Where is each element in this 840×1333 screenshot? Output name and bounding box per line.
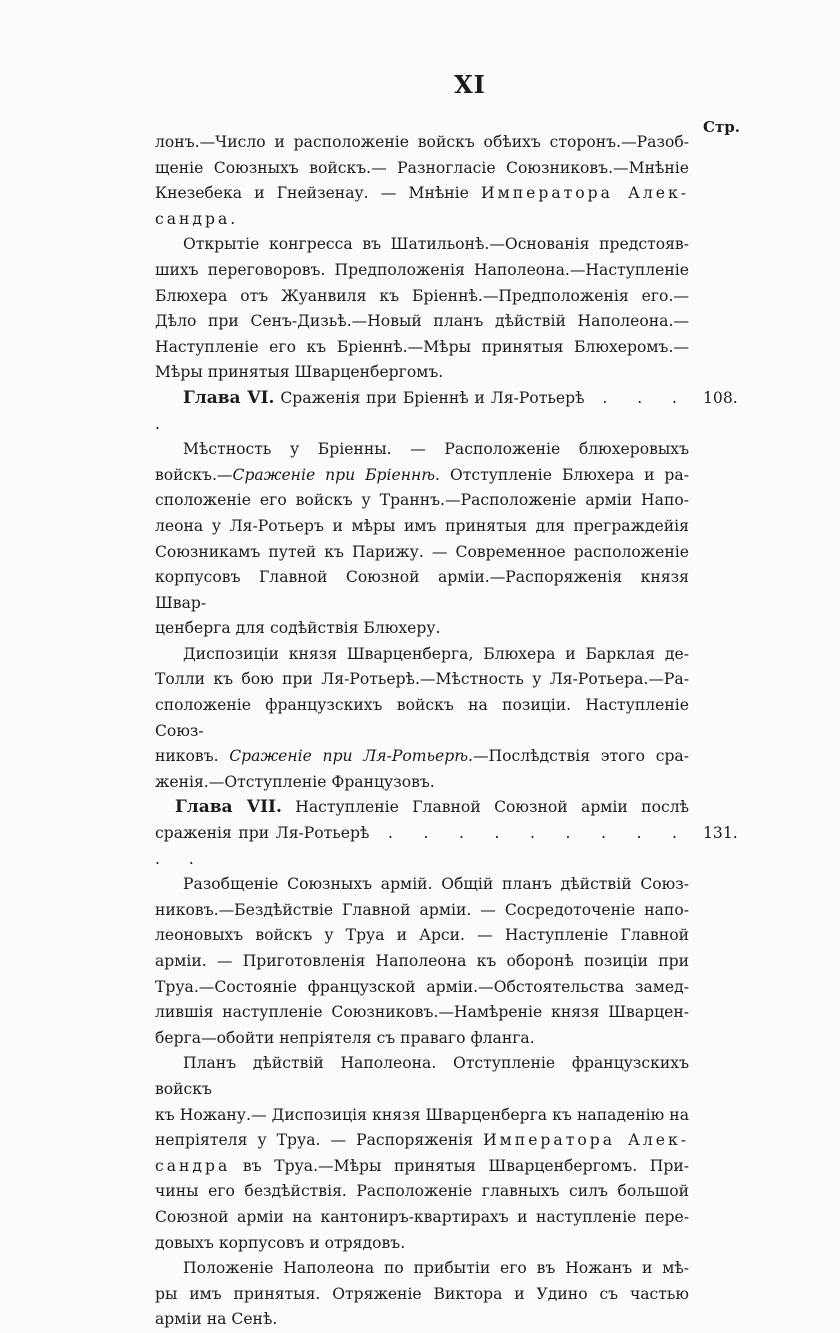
text-line: корпусовъ Главной Союзной арміи.—Распоряженія князя Швар- <box>155 568 689 612</box>
battle-name: Сраженіе при Бріеннѣ. <box>232 465 441 484</box>
text-line: Планъ дѣйствій Наполеона. Отступленіе французскихъ войскъ <box>155 1054 689 1098</box>
emperor-name: сандра <box>155 1156 231 1175</box>
text-line: щеніе Союзныхъ войскъ.— Разногласіе Союзниковъ.—Мнѣніе <box>155 158 689 177</box>
text-line: женія.—Отступленіе Французовъ. <box>155 772 435 791</box>
text-line: ценберга для содѣйствія Блюхеру. <box>155 619 441 638</box>
text-line: сположеніе его войскъ у Траннъ.—Расположеніе арміи Напо- <box>155 491 689 510</box>
page-column-label: Стр. <box>703 118 740 136</box>
text-line: шихъ переговоровъ. Предположенія Наполеона.—Наступленіе <box>155 260 689 279</box>
leader-dots: . . . . <box>155 388 689 433</box>
text-line: Мѣстность у Бріенны. — Расположеніе блюхеровыхъ <box>183 440 689 459</box>
text-line: лонъ.—Число и расположеніе войскъ обѣихъ сторонъ.—Разоб- <box>155 133 689 151</box>
text-line: Дѣло при Сенъ-Дизьѣ.—Новый планъ дѣйствій Наполеона.— <box>155 312 689 331</box>
text-span: —Послѣдствія этого сра- <box>472 747 689 766</box>
chapter-6-heading <box>155 386 738 437</box>
text-line <box>155 1154 689 1180</box>
text-line: берга—обойти непріятеля съ праваго фланга. <box>155 1028 535 1047</box>
text-line <box>155 181 689 207</box>
text-line: Диспозиціи князя Шварценберга, Блюхера и Барклая де- <box>183 644 689 663</box>
leader-dots: . . . . . . . . . . . <box>155 824 690 868</box>
chapter-7-title: Наступленіе Главной Союзной арміи послѣ <box>281 798 690 817</box>
text-line: Толли къ бою при Ля-Ротьерѣ.—Мѣстность у Ля-Ротьера.—Ра- <box>155 670 689 689</box>
text-line: Разобщеніе Союзныхъ армій. Общій планъ дѣйствій Союз- <box>183 875 689 894</box>
text-line: леона у Ля-Ротьеръ и мѣры имъ принятыя для преграждейія <box>155 516 689 535</box>
text-line: Труа.—Состояніе французской арміи.—Обстоятельства замед- <box>155 977 689 996</box>
text-line <box>155 744 689 770</box>
text-line: никовъ.—Бездѣйствіе Главной арміи. — Сосредоточеніе напо- <box>155 900 689 919</box>
text-line: Союзникамъ путей къ Парижу. — Современное расположеніе <box>155 542 689 561</box>
text-line: лившія наступленіе Союзниковъ.—Намѣреніе князя Шварцен- <box>155 1003 689 1022</box>
text-line: Мѣры принятыя Шварценбергомъ. <box>155 363 444 382</box>
chapter-6-label: Глава VI. <box>183 387 275 408</box>
text-line <box>155 463 689 489</box>
text-span: Отступленіе Блюхера и ра- <box>440 465 689 484</box>
text-line: къ Ножану.— Диспозиція князя Шварценберга къ нападенію на <box>155 1105 689 1124</box>
chapter-6-page: 108. <box>703 388 738 407</box>
chapter-7-title-cont: сраженія при Ля-Ротьерѣ <box>155 824 370 843</box>
text-span: войскъ.— <box>155 465 233 484</box>
emperor-name: Императора Алек- <box>480 184 689 203</box>
text-line: сандра. <box>155 209 239 228</box>
table-of-contents-text <box>155 130 738 1333</box>
text-span: никовъ. <box>155 747 230 766</box>
page-number: XI <box>454 70 486 99</box>
emperor-name: Императора Алек- <box>483 1131 689 1150</box>
chapter-7-page: 131. <box>703 824 738 843</box>
text-line: Положеніе Наполеона по прибытіи его въ Ножанъ и мѣ- <box>183 1259 689 1278</box>
text-line: арміи. — Приготовленія Наполеона къ оборонѣ позиціи при <box>155 952 689 970</box>
text-span: непріятеля у Труа. — Распоряженія <box>155 1131 484 1150</box>
text-line: сположеніе французскихъ войскъ на позиціи. Наступленіе Союз- <box>155 696 689 740</box>
text-line: Наступленіе его къ Бріеннѣ.—Мѣры принятыя Блюхеромъ.— <box>155 337 689 356</box>
chapter-7-label: Глава VII. <box>175 797 282 818</box>
chapter-7-heading <box>155 795 689 821</box>
chapter-6-title: Сраженія при Бріеннѣ и Ля-Ротьерѣ <box>274 388 585 407</box>
text-line: арміи на Сенѣ. <box>155 1310 278 1329</box>
text-span: въ Труа.—Мѣры принятыя Шварценбергомъ. При- <box>230 1156 689 1175</box>
text-line: Блюхера отъ Жуанвиля къ Бріеннѣ.—Предположенія его.— <box>155 286 689 305</box>
chapter-7-heading-cont <box>155 821 738 872</box>
text-line: Союзной арміи на кантониръ-квартирахъ и наступленіе пере- <box>155 1207 689 1226</box>
text-line: ры имъ принятыя. Отряженіе Виктора и Удино съ частью <box>155 1284 689 1303</box>
text-line: чины его бездѣйствія. Расположеніе главныхъ силъ большой <box>155 1182 689 1201</box>
text-line: Открытіе конгресса въ Шатильонѣ.—Основанія предстояв- <box>183 235 689 254</box>
battle-name: Сраженіе при Ля-Ротьерѣ. <box>229 747 473 766</box>
text-line <box>155 1128 689 1154</box>
text-span: Кнезебека и Гнейзенау. — Мнѣніе <box>155 184 481 203</box>
text-line: леоновыхъ войскъ у Труа и Арси. — Наступленіе Главной <box>155 926 689 945</box>
text-line: довыхъ корпусовъ и отрядовъ. <box>155 1233 406 1252</box>
